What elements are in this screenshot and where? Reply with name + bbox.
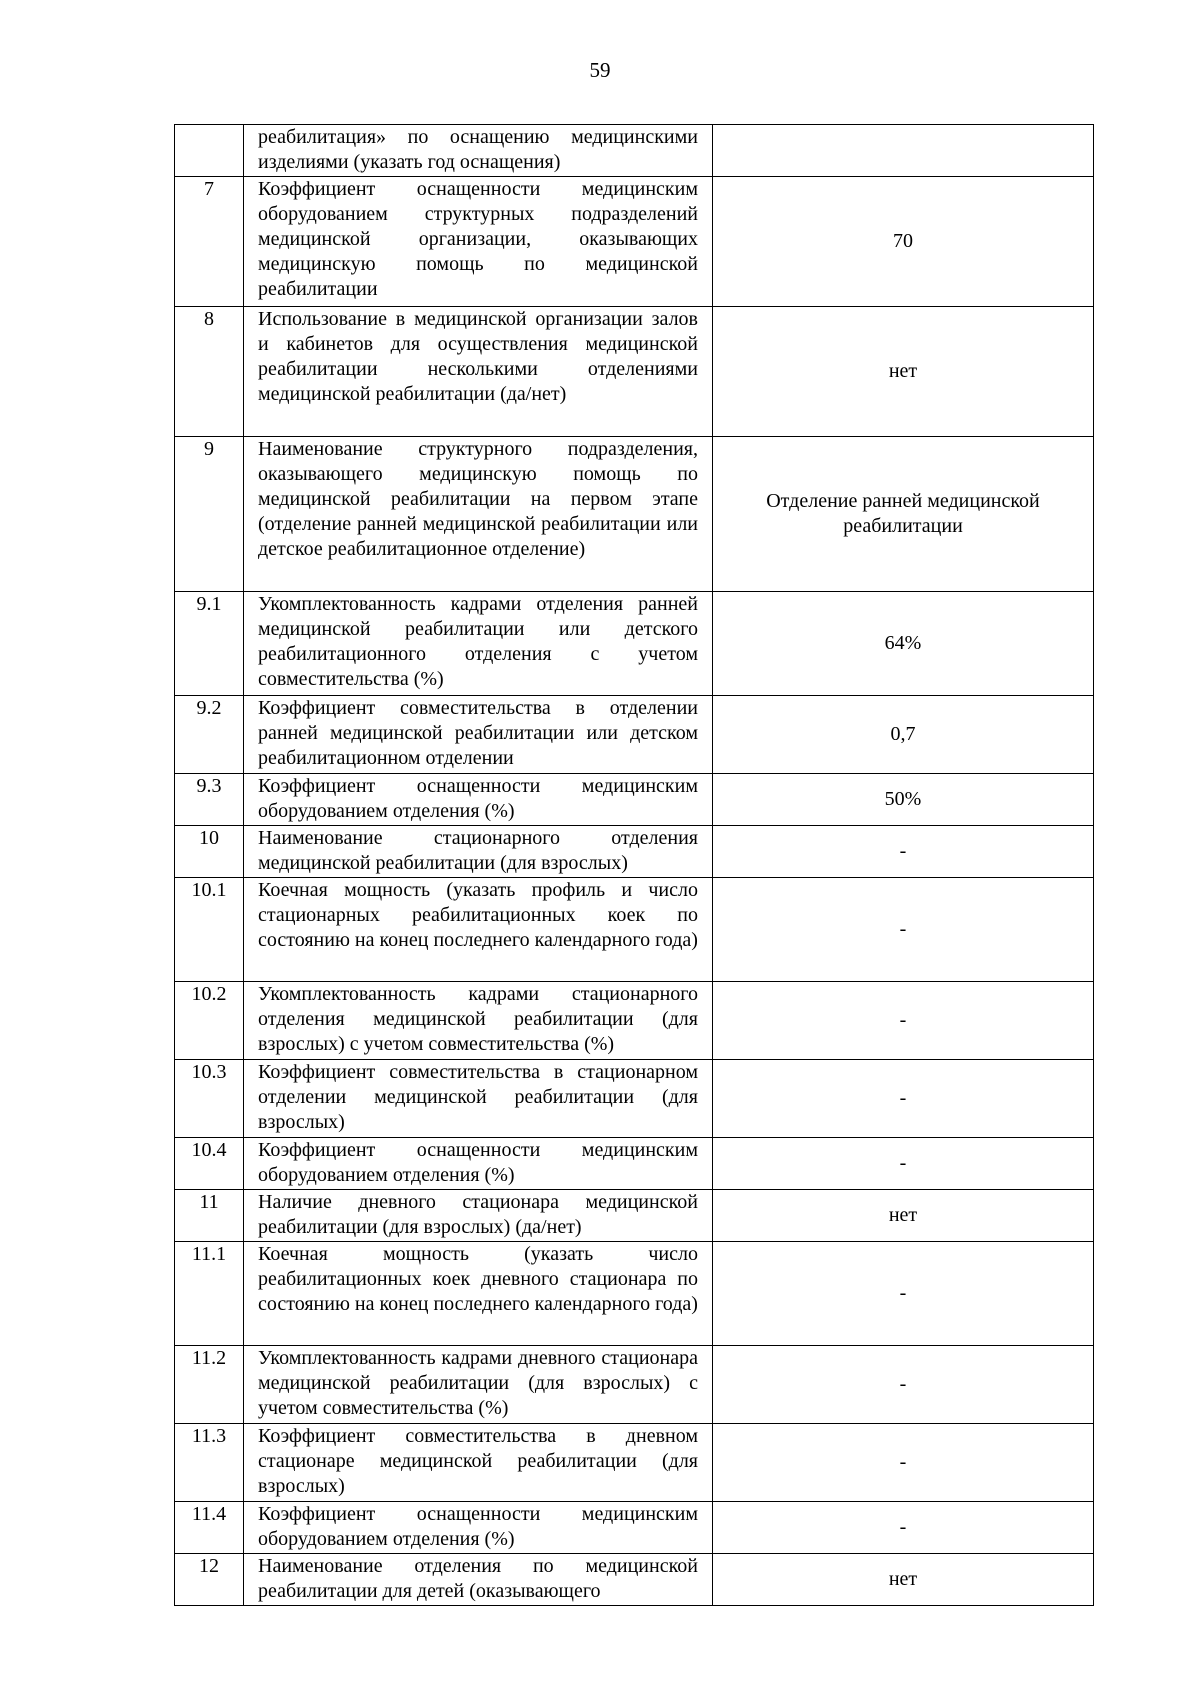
table-row [175,1424,1094,1502]
parameter-cell: Наименование отделения по медицинской реабилитации для детей (оказывающего [244,1554,713,1606]
value-cell: - [713,1424,1094,1502]
value-cell: 50% [713,774,1094,826]
table-row [175,307,1094,437]
parameter-cell: Коэффициент оснащенности медицинским оборудованием отделения (%) [244,774,713,826]
row-number: 10.4 [175,1138,244,1190]
parameter-cell: Коэффициент совместительства в отделении ранней медицинской реабилитации или детском реабилитационном отделении [244,696,713,774]
value-cell: - [713,982,1094,1060]
value-cell: - [713,826,1094,878]
value-cell: 0,7 [713,696,1094,774]
value-cell: - [713,1242,1094,1346]
value-cell: - [713,1060,1094,1138]
table-row [175,1138,1094,1190]
row-number: 7 [175,177,244,307]
value-cell: Отделение ранней медицинской реабилитации [713,437,1094,592]
row-number: 9.1 [175,592,244,696]
parameter-cell: Коэффициент оснащенности медицинским оборудованием структурных подразделений медицинской организации, оказывающих медицинскую помощь по медицинской реабилитации [244,177,713,307]
row-number: 10 [175,826,244,878]
row-number: 11.2 [175,1346,244,1424]
table-row [175,1060,1094,1138]
parameter-cell: Коэффициент оснащенности медицинским оборудованием отделения (%) [244,1138,713,1190]
value-cell: - [713,1346,1094,1424]
parameter-cell: реабилитация» по оснащению медицинскими изделиями (указать год оснащения) [244,125,713,177]
parameter-cell: Коечная мощность (указать число реабилитационных коек дневного стационара по состоянию на конец последнего календарного года) [244,1242,713,1346]
row-number: 10.3 [175,1060,244,1138]
row-number: 11.3 [175,1424,244,1502]
value-cell: 64% [713,592,1094,696]
row-number: 10.2 [175,982,244,1060]
table-row [175,982,1094,1060]
value-cell: - [713,878,1094,982]
parameter-cell: Наименование стационарного отделения медицинской реабилитации (для взрослых) [244,826,713,878]
table-row [175,125,1094,177]
page-number: 59 [589,58,611,82]
parameter-cell: Коэффициент совместительства в дневном стационаре медицинской реабилитации (для взрослых) [244,1424,713,1502]
table-row [175,1190,1094,1242]
table-row [175,878,1094,982]
parameter-cell: Коечная мощность (указать профиль и число стационарных реабилитационных коек по состоянию на конец последнего календарного года) [244,878,713,982]
row-number: 11.4 [175,1502,244,1554]
value-cell: нет [713,1554,1094,1606]
table-row [175,774,1094,826]
table-body [175,125,1094,1606]
row-number: 10.1 [175,878,244,982]
parameter-cell: Наличие дневного стационара медицинской реабилитации (для взрослых) (да/нет) [244,1190,713,1242]
row-number [175,125,244,177]
table-row [175,1346,1094,1424]
parameter-cell: Укомплектованность кадрами дневного стационара медицинской реабилитации (для взрослых) с учетом совместительства (%) [244,1346,713,1424]
table-row [175,1502,1094,1554]
parameter-cell: Укомплектованность кадрами отделения ранней медицинской реабилитации или детского реабилитационного отделения с учетом совместительства (%) [244,592,713,696]
parameter-cell: Использование в медицинской организации залов и кабинетов для осуществления медицинской реабилитации несколькими отделениями медицинской реабилитации (да/нет) [244,307,713,437]
value-cell: нет [713,307,1094,437]
row-number: 8 [175,307,244,437]
row-number: 12 [175,1554,244,1606]
table-row [175,1554,1094,1606]
parameter-cell: Коэффициент оснащенности медицинским оборудованием отделения (%) [244,1502,713,1554]
value-cell: 70 [713,177,1094,307]
table-row [175,592,1094,696]
row-number: 9.3 [175,774,244,826]
value-cell: - [713,1138,1094,1190]
table-row [175,696,1094,774]
row-number: 9.2 [175,696,244,774]
table-row [175,437,1094,592]
table-row [175,826,1094,878]
row-number: 9 [175,437,244,592]
rehabilitation-indicators-table [174,124,1094,1606]
table-row [175,1242,1094,1346]
value-cell: нет [713,1190,1094,1242]
parameter-cell: Укомплектованность кадрами стационарного отделения медицинской реабилитации (для взрослых) с учетом совместительства (%) [244,982,713,1060]
row-number: 11 [175,1190,244,1242]
row-number: 11.1 [175,1242,244,1346]
parameter-cell: Коэффициент совместительства в стационарном отделении медицинской реабилитации (для взрослых) [244,1060,713,1138]
table-row [175,177,1094,307]
value-cell: - [713,1502,1094,1554]
value-cell [713,125,1094,177]
parameter-cell: Наименование структурного подразделения, оказывающего медицинскую помощь по медицинской реабилитации на первом этапе (отделение ранней медицинской реабилитации или детское реабилитационное отделение) [244,437,713,592]
